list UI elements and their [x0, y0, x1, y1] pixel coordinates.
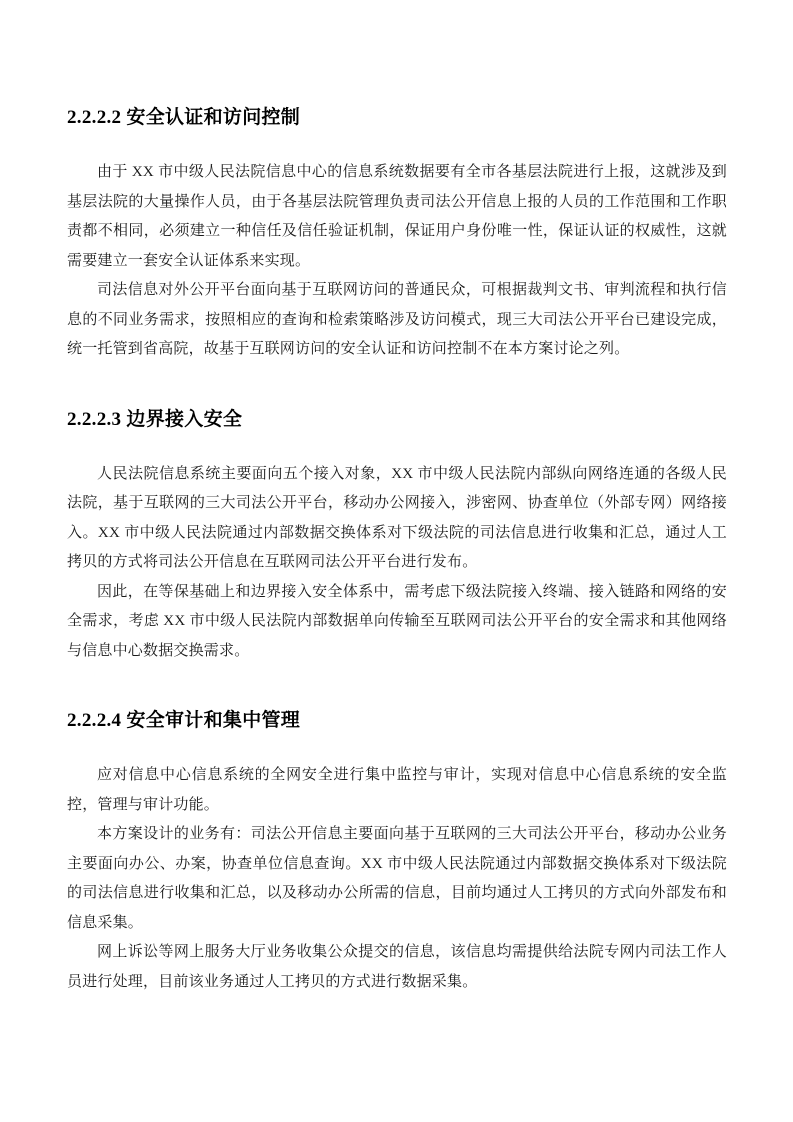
paragraph: 司法信息对外公开平台面向基于互联网访问的普通民众，可根据裁判文书、审判流程和执行信息的不同业务需求，按照相应的查询和检索策略涉及访问模式，现三大司法公开平台已建设完成，统一托管到省高院，故基于互联网访问的安全认证和访问控制不在本方案讨论之列。 — [67, 282, 727, 357]
section-border-access-security — [67, 408, 727, 667]
section-heading: 2.2.2.3 边界接入安全 — [67, 408, 243, 430]
paragraph: 本方案设计的业务有：司法公开信息主要面向基于互联网的三大司法公开平台，移动办公业务主要面向办公、办案，协查单位信息查询。XX 市中级人民法院通过内部数据交换体系对下级法院的司法信息进行收集和汇总，以及移动办公所需的信息，目前均通过人工拷贝的方式向外部发布和信息采集。 — [67, 826, 727, 931]
section-audit-central-management — [67, 709, 727, 997]
section-security-authentication — [67, 106, 727, 365]
section-heading: 2.2.2.4 安全审计和集中管理 — [67, 710, 301, 731]
paragraph: 网上诉讼等网上服务大厅业务收集公众提交的信息，该信息均需提供给法院专网内司法工作人员进行处理，目前该业务通过人工拷贝的方式进行数据采集。 — [67, 944, 727, 990]
section-heading: 2.2.2.2 安全认证和访问控制 — [67, 107, 301, 128]
paragraph: 因此，在等保基础上和边界接入安全体系中，需考虑下级法院接入终端、接入链路和网络的安全需求，考虑 XX 市中级人民法院内部数据单向传输至互联网司法公开平台的安全需求和其他网络与信息中心数据交换需求。 — [67, 583, 727, 659]
paragraph: 由于 XX 市中级人民法院信息中心的信息系统数据要有全市各基层法院进行上报，这就涉及到基层法院的大量操作人员，由于各基层法院管理负责司法公开信息上报的人员的工作范围和工作职责都不相同，必须建立一种信任及信任验证机制，保证用户身份唯一性，保证认证的权威性，这就需要建立一套安全认证体系来实现。 — [67, 164, 727, 269]
paragraph: 人民法院信息系统主要面向五个接入对象，XX 市中级人民法院内部纵向网络连通的各级人民法院，基于互联网的三大司法公开平台，移动办公网接入，涉密网、协查单位（外部专网）网络接入。XX 市中级人民法院通过内部数据交换体系对下级法院的司法信息进行收集和汇总，通过人工拷贝的方式将司法公开信息在互联网司法公开平台进行发布。 — [67, 465, 727, 570]
paragraph: 应对信息中心信息系统的全网安全进行集中监控与审计，实现对信息中心信息系统的安全监控，管理与审计功能。 — [67, 767, 727, 813]
